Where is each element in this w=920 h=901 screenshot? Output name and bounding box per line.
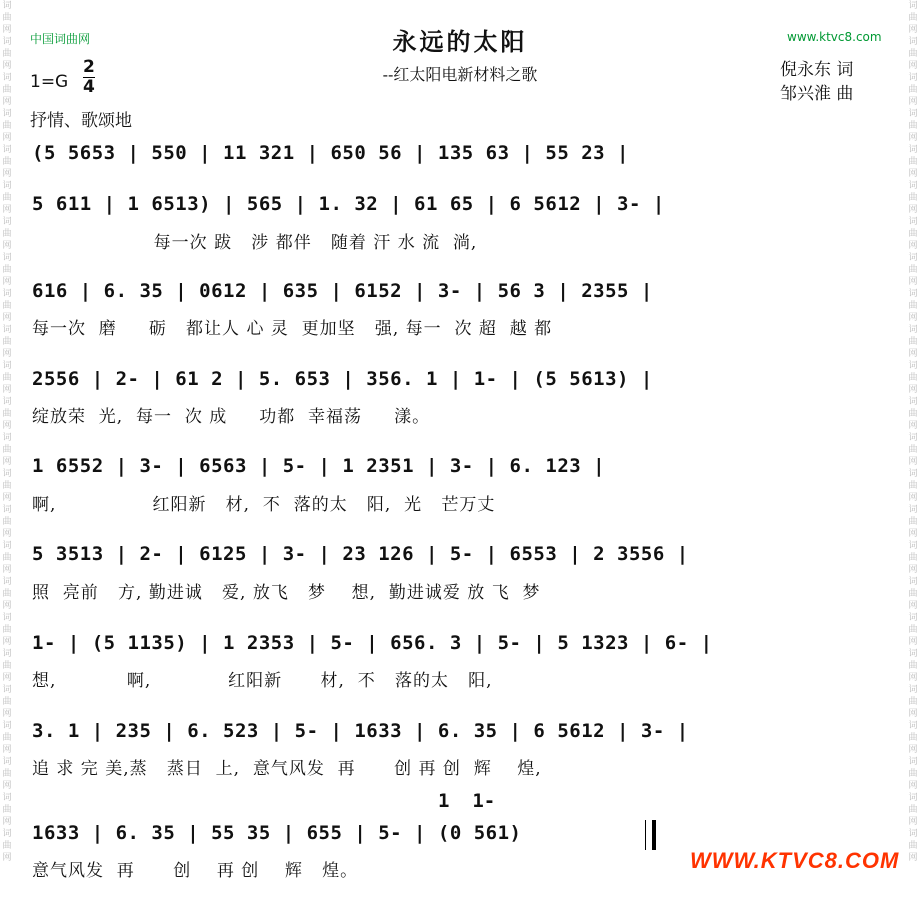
watermark-char: 词 — [908, 721, 918, 731]
watermark-char: 网 — [2, 133, 12, 143]
watermark-char: 曲 — [2, 157, 12, 167]
watermark-char: 网 — [908, 97, 918, 107]
watermark-char: 词 — [2, 361, 12, 371]
time-bottom: 4 — [83, 77, 95, 97]
watermark-char: 词 — [908, 649, 918, 659]
watermark-char: 网 — [908, 169, 918, 179]
watermark-char: 网 — [908, 709, 918, 719]
watermark-char: 词 — [908, 577, 918, 587]
watermark-char: 曲 — [908, 301, 918, 311]
watermark-char: 曲 — [2, 733, 12, 743]
watermark-char: 网 — [908, 529, 918, 539]
watermark-char: 词 — [2, 757, 12, 767]
song-title: 永远的太阳 — [392, 27, 528, 56]
watermark-char: 曲 — [2, 769, 12, 779]
watermark-char: 网 — [2, 493, 12, 503]
notation-line-1: (5 5653 | 550 | 11 321 | 650 56 | 135 63 | 55 23 | — [32, 142, 629, 164]
watermark-char: 词 — [2, 181, 12, 191]
watermark-char: 曲 — [2, 589, 12, 599]
watermark-char: 曲 — [908, 481, 918, 491]
watermark-char: 曲 — [2, 409, 12, 419]
watermark-char: 网 — [908, 781, 918, 791]
watermark-char: 曲 — [2, 517, 12, 527]
watermark-char: 曲 — [2, 373, 12, 383]
watermark-char: 词 — [2, 469, 12, 479]
watermark-char: 词 — [908, 217, 918, 227]
song-subtitle: --红太阳电新材料之歌 — [382, 65, 538, 84]
watermark-char: 曲 — [908, 697, 918, 707]
watermark-char: 词 — [908, 1, 918, 11]
watermark-char: 词 — [908, 37, 918, 47]
site-url-right: www.ktvc8.com — [787, 30, 882, 44]
watermark-char: 曲 — [908, 553, 918, 563]
watermark-char: 词 — [2, 433, 12, 443]
watermark-char: 网 — [2, 781, 12, 791]
lyricist: 倪永东 词 — [780, 60, 854, 80]
watermark-char: 曲 — [2, 85, 12, 95]
watermark-char: 曲 — [908, 589, 918, 599]
watermark-char: 网 — [2, 25, 12, 35]
notation-line-4: 2556 | 2- | 61 2 | 5. 653 | 356. 1 | 1- | (5 5613) | — [32, 368, 653, 390]
watermark-char: 曲 — [908, 625, 918, 635]
watermark-char: 词 — [2, 685, 12, 695]
watermark-char: 网 — [2, 97, 12, 107]
watermark-char: 词 — [2, 217, 12, 227]
watermark-char: 词 — [908, 829, 918, 839]
watermark-char: 曲 — [908, 769, 918, 779]
notation-line-7: 1- | (5 1135) | 1 2353 | 5- | 656. 3 | 5- | 5 1323 | 6- | — [32, 632, 713, 654]
final-barline-thick — [652, 820, 656, 850]
watermark-char: 网 — [908, 241, 918, 251]
watermark-char: 词 — [2, 577, 12, 587]
watermark-char: 网 — [908, 457, 918, 467]
watermark-char: 网 — [2, 349, 12, 359]
watermark-char: 曲 — [908, 85, 918, 95]
watermark-char: 曲 — [908, 373, 918, 383]
watermark-char: 词 — [908, 145, 918, 155]
lyric-line-8: 追 求 完 美,蒸 蒸日 上, 意气风发 再 创 再 创 辉 煌, — [32, 759, 542, 779]
watermark-char: 词 — [2, 397, 12, 407]
lyric-line-4: 绽放荣 光, 每一 次 成 功都 幸福荡 漾。 — [32, 407, 431, 427]
watermark-char: 词 — [2, 829, 12, 839]
watermark-char: 词 — [908, 613, 918, 623]
watermark-char: 词 — [908, 793, 918, 803]
watermark-char: 网 — [908, 205, 918, 215]
watermark-char: 网 — [2, 817, 12, 827]
watermark-char: 网 — [908, 421, 918, 431]
watermark-char: 网 — [908, 61, 918, 71]
watermark-char: 网 — [908, 853, 918, 863]
watermark-char: 曲 — [908, 445, 918, 455]
watermark-char: 曲 — [2, 697, 12, 707]
watermark-char: 词 — [2, 793, 12, 803]
notation-line-5: 1 6552 | 3- | 6563 | 5- | 1 2351 | 3- | 6. 123 | — [32, 455, 606, 477]
watermark-char: 曲 — [2, 49, 12, 59]
watermark-char: 词 — [908, 289, 918, 299]
watermark-char: 词 — [908, 541, 918, 551]
watermark-char: 网 — [2, 457, 12, 467]
key-signature: 1=G — [30, 72, 69, 92]
watermark-char: 曲 — [2, 13, 12, 23]
watermark-char: 网 — [2, 637, 12, 647]
expression-marking: 抒情、歌颂地 — [30, 111, 132, 131]
watermark-char: 词 — [908, 109, 918, 119]
watermark-char: 网 — [2, 673, 12, 683]
watermark-char: 词 — [908, 685, 918, 695]
watermark-char: 词 — [2, 613, 12, 623]
watermark-char: 曲 — [908, 229, 918, 239]
watermark-char: 词 — [908, 397, 918, 407]
watermark-char: 网 — [908, 601, 918, 611]
lyric-line-9: 意气风发 再 创 再 创 辉 煌。 — [32, 861, 359, 881]
watermark-char: 曲 — [908, 13, 918, 23]
watermark-char: 网 — [2, 61, 12, 71]
watermark-char: 网 — [908, 25, 918, 35]
watermark-char: 词 — [2, 325, 12, 335]
watermark-char: 词 — [2, 289, 12, 299]
watermark-char: 曲 — [908, 733, 918, 743]
watermark-char: 词 — [2, 253, 12, 263]
watermark-char: 词 — [2, 649, 12, 659]
site-name-left: 中国词曲网 — [30, 32, 91, 46]
watermark-char: 网 — [908, 493, 918, 503]
watermark-char: 网 — [908, 745, 918, 755]
watermark-char: 网 — [2, 529, 12, 539]
watermark-char: 网 — [908, 133, 918, 143]
watermark-char: 曲 — [2, 553, 12, 563]
watermark-char: 曲 — [2, 841, 12, 851]
watermark-char: 词 — [908, 361, 918, 371]
watermark-char: 词 — [908, 469, 918, 479]
watermark-char: 网 — [2, 601, 12, 611]
watermark-char: 词 — [908, 325, 918, 335]
watermark-char: 曲 — [908, 517, 918, 527]
watermark-char: 曲 — [908, 805, 918, 815]
lyric-line-7: 想, 啊, 红阳新 材, 不 落的太 阳, — [32, 671, 493, 691]
notation-line-6: 5 3513 | 2- | 6125 | 3- | 23 126 | 5- | 6553 | 2 3556 | — [32, 543, 689, 565]
final-barline-thin — [645, 820, 646, 850]
watermark-char: 曲 — [908, 193, 918, 203]
notation-line-3: 616 | 6. 35 | 0612 | 635 | 6152 | 3- | 56 3 | 2355 | — [32, 280, 653, 302]
watermark-char: 网 — [2, 853, 12, 863]
watermark-char: 网 — [908, 817, 918, 827]
watermark-char: 曲 — [908, 409, 918, 419]
watermark-char: 网 — [2, 421, 12, 431]
time-signature — [83, 58, 95, 97]
watermark-char: 网 — [908, 313, 918, 323]
composer: 邹兴淮 曲 — [780, 84, 854, 104]
watermark-char: 网 — [2, 169, 12, 179]
left-watermark-strip — [0, 0, 14, 901]
site-watermark-logo: WWW.KTVC8.COM — [690, 848, 900, 873]
watermark-char: 曲 — [2, 481, 12, 491]
right-watermark-strip — [906, 0, 920, 901]
watermark-char: 网 — [908, 565, 918, 575]
watermark-char: 曲 — [908, 841, 918, 851]
watermark-char: 词 — [2, 109, 12, 119]
watermark-char: 网 — [2, 277, 12, 287]
watermark-char: 曲 — [2, 805, 12, 815]
watermark-char: 曲 — [908, 49, 918, 59]
watermark-char: 曲 — [908, 157, 918, 167]
watermark-char: 网 — [2, 565, 12, 575]
watermark-char: 曲 — [2, 121, 12, 131]
watermark-char: 词 — [908, 757, 918, 767]
watermark-char: 网 — [2, 385, 12, 395]
watermark-char: 网 — [2, 241, 12, 251]
watermark-char: 网 — [2, 745, 12, 755]
notation-line-9: 1633 | 6. 35 | 55 35 | 655 | 5- | (0 561) — [32, 822, 534, 844]
watermark-char: 曲 — [2, 661, 12, 671]
watermark-char: 网 — [908, 349, 918, 359]
watermark-char: 曲 — [908, 265, 918, 275]
watermark-char: 网 — [908, 673, 918, 683]
watermark-char: 曲 — [908, 121, 918, 131]
watermark-char: 词 — [2, 505, 12, 515]
watermark-char: 词 — [908, 73, 918, 83]
watermark-char: 曲 — [2, 625, 12, 635]
watermark-char: 曲 — [2, 229, 12, 239]
watermark-char: 曲 — [2, 445, 12, 455]
watermark-char: 网 — [2, 709, 12, 719]
watermark-char: 曲 — [2, 265, 12, 275]
watermark-char: 词 — [908, 505, 918, 515]
watermark-char: 词 — [2, 1, 12, 11]
time-top: 2 — [83, 57, 95, 77]
watermark-char: 词 — [2, 37, 12, 47]
watermark-char: 词 — [908, 181, 918, 191]
lyric-line-5: 啊, 红阳新 材, 不 落的太 阳, 光 芒万丈 — [32, 495, 496, 515]
lyric-line-2: 每一次 跋 涉 都伴 随着 汗 水 流 淌, — [32, 233, 478, 253]
watermark-char: 网 — [2, 205, 12, 215]
watermark-char: 曲 — [908, 661, 918, 671]
watermark-char: 词 — [2, 541, 12, 551]
alternate-notes: 1 1- — [438, 790, 496, 812]
watermark-char: 网 — [908, 277, 918, 287]
watermark-char: 曲 — [2, 193, 12, 203]
lyric-line-3: 每一次 磨 砺 都让人 心 灵 更加坚 强, 每一 次 超 越 都 — [32, 319, 553, 339]
watermark-char: 曲 — [908, 337, 918, 347]
watermark-char: 网 — [908, 385, 918, 395]
watermark-char: 曲 — [2, 337, 12, 347]
watermark-char: 词 — [2, 145, 12, 155]
watermark-char: 网 — [908, 637, 918, 647]
notation-line-2: 5 611 | 1 6513) | 565 | 1. 32 | 61 65 | 6 5612 | 3- | — [32, 193, 665, 215]
watermark-char: 网 — [2, 313, 12, 323]
lyric-line-6: 照 亮前 方, 勤进诚 爱, 放飞 梦 想, 勤进诚爱 放 飞 梦 — [32, 583, 541, 603]
watermark-char: 词 — [908, 433, 918, 443]
credits — [780, 58, 853, 106]
watermark-char: 词 — [908, 253, 918, 263]
watermark-char: 曲 — [2, 301, 12, 311]
notation-line-8: 3. 1 | 235 | 6. 523 | 5- | 1633 | 6. 35 | 6 5612 | 3- | — [32, 720, 689, 742]
watermark-char: 词 — [2, 721, 12, 731]
watermark-char: 词 — [2, 73, 12, 83]
